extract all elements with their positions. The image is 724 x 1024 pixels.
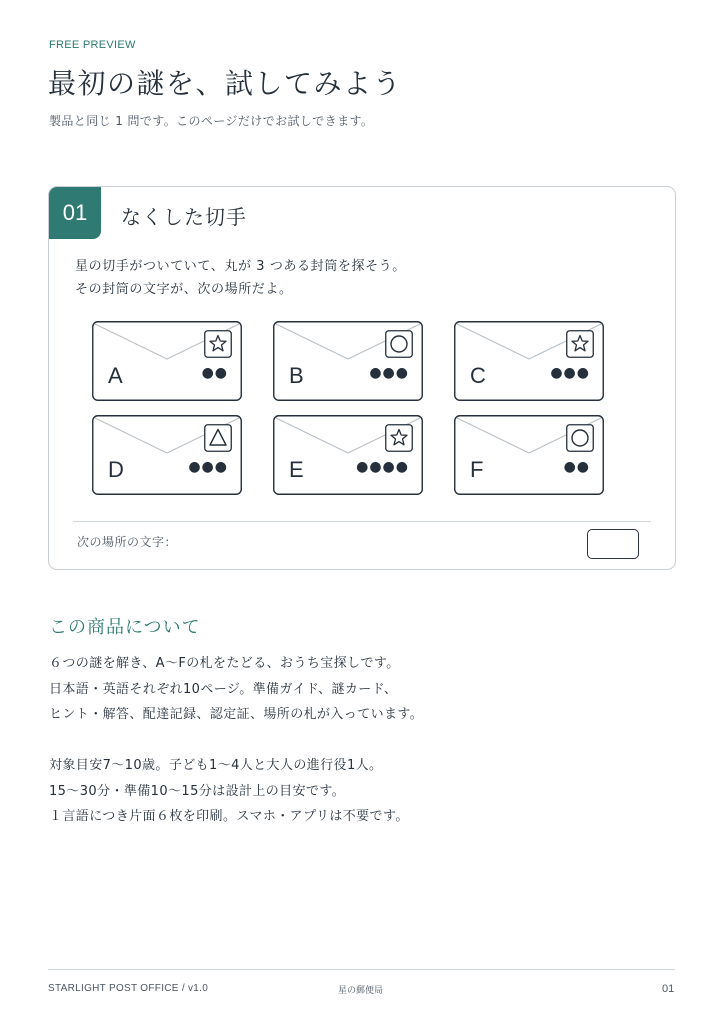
- envelope-dots: ●●●: [369, 365, 409, 381]
- envelope-c: [454, 321, 604, 401]
- page-title: 最初の謎を、試してみよう: [48, 67, 403, 100]
- circle-icon: [385, 330, 413, 358]
- kicker: FREE PREVIEW: [49, 39, 136, 51]
- divider: [73, 521, 651, 522]
- puzzle-card: [48, 186, 676, 570]
- about-line: [49, 728, 423, 754]
- envelope-e: [273, 415, 423, 495]
- about-line: 日本語・英語それぞれ10ページ。準備ガイド、謎カード、: [49, 681, 398, 697]
- envelope-letter: D: [108, 457, 124, 482]
- about-line: 対象目安7〜10歳。子ども1〜4人と大人の進行役1人。: [49, 758, 383, 773]
- envelope-a: [92, 321, 242, 401]
- envelope-d: [92, 415, 242, 495]
- circle-icon: [566, 424, 594, 452]
- triangle-icon: [204, 424, 232, 452]
- star-icon: [566, 330, 594, 358]
- prompt-line: 星の切手がついていて、丸が 3 つある封筒を探そう。: [75, 259, 406, 274]
- envelope-b: [273, 321, 423, 401]
- answer-label: 次の場所の文字：: [77, 535, 178, 549]
- envelope-dots: ●●●●: [356, 459, 409, 475]
- star-icon: [204, 330, 232, 358]
- puzzle-prompt: [75, 255, 406, 301]
- envelope-letter: A: [108, 363, 123, 388]
- about-line: ヒント・解答、配達記録、認定証、場所の札が入っています。: [49, 707, 424, 722]
- about-text: [49, 651, 423, 830]
- about-line: 15〜30分・準備10〜15分は設計上の目安です。: [49, 783, 346, 799]
- envelope-letter: C: [470, 363, 486, 388]
- page-number: 01: [662, 983, 675, 995]
- puzzle-number-badge: 01: [49, 187, 101, 239]
- star-icon: [385, 424, 413, 452]
- about-line: １言語につき片面６枚を印刷。スマホ・アプリは不要です。: [49, 809, 409, 824]
- envelope-f: [454, 415, 604, 495]
- about-heading: この商品について: [49, 617, 201, 638]
- footer-center: 星の郵便局: [338, 986, 384, 996]
- envelope-letter: B: [289, 363, 304, 388]
- envelope-dots: ●●●: [550, 365, 590, 381]
- prompt-line: その封筒の文字が、次の場所だよ。: [75, 282, 293, 297]
- answer-box[interactable]: [587, 529, 639, 559]
- about-line: ６つの謎を解き、A〜Fの札をたどる、おうち宝探しです。: [49, 656, 400, 671]
- envelope-letter: E: [289, 457, 304, 482]
- footer-brand: STARLIGHT POST OFFICE / v1.0: [48, 983, 209, 994]
- page-subtitle: 製品と同じ 1 問です。このページだけでお試しできます。: [49, 114, 374, 128]
- envelope-letter: F: [470, 457, 484, 482]
- puzzle-title: なくした切手: [121, 205, 247, 229]
- envelope-dots: ●●: [201, 365, 228, 381]
- footer-divider: [48, 969, 675, 970]
- envelope-dots: ●●●: [188, 459, 228, 475]
- envelope-dots: ●●: [563, 459, 590, 475]
